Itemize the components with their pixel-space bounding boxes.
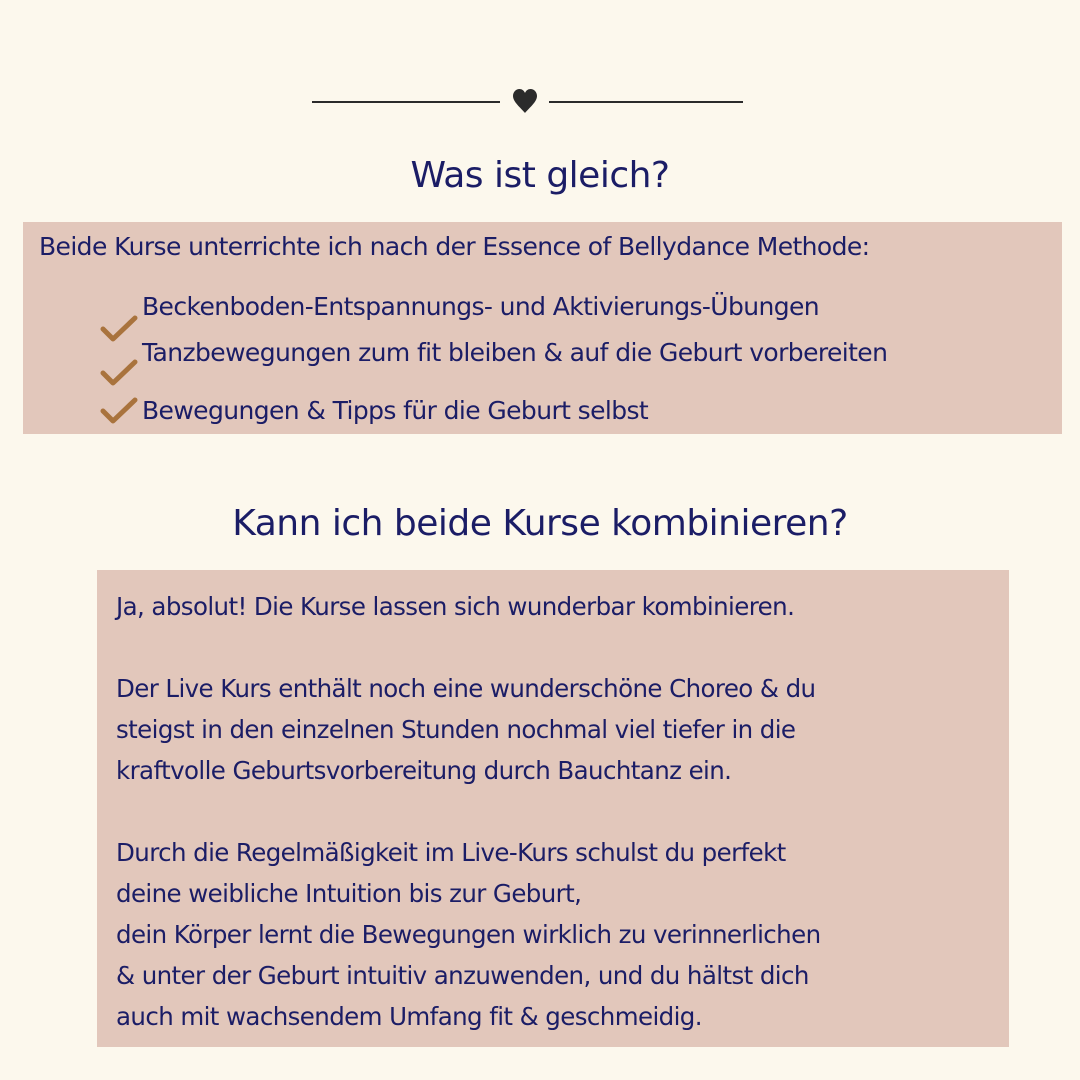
- section-title-combine: Kann ich beide Kurse kombinieren?: [232, 503, 848, 544]
- heart-divider: [0, 86, 1080, 118]
- answer-paragraph: Durch die Regelmäßigkeit im Live-Kurs schulst du perfekt deine weibliche Intuition bis zur Geburt, dein Körper lernt die Bewegungen wirklich zu verinnerlichen & unter der Geburt intuitiv anzuwenden, und du hältst dich auch mit wachsendem Umfang fit & geschmeidig.: [116, 838, 821, 1031]
- check-icon: [99, 396, 139, 426]
- heart-icon: [511, 87, 539, 115]
- combine-answer-box: [97, 570, 1009, 1047]
- answer-paragraph: Der Live Kurs enthält noch eine wunderschöne Choreo & du steigst in den einzelnen Stunden nochmal viel tiefer in die kraftvolle Geburtsvorbereitung durch Bauchtanz ein.: [116, 674, 816, 785]
- same-features-intro: Beide Kurse unterrichte ich nach der Essence of Bellydance Methode:: [39, 232, 870, 261]
- same-features-box: [23, 222, 1062, 434]
- divider-line-right: [549, 101, 743, 103]
- answer-paragraph: Ja, absolut! Die Kurse lassen sich wunderbar kombinieren.: [116, 592, 795, 621]
- feature-item-text: Beckenboden-Entspannungs- und Aktivierungs-Übungen: [142, 292, 820, 321]
- feature-item-text: Tanzbewegungen zum fit bleiben & auf die Geburt vorbereiten: [142, 338, 888, 367]
- section-title-same: Was ist gleich?: [410, 155, 670, 196]
- feature-item-text: Bewegungen & Tipps für die Geburt selbst: [142, 396, 649, 425]
- check-icon: [99, 314, 139, 344]
- check-icon: [99, 358, 139, 388]
- divider-line-left: [312, 101, 500, 103]
